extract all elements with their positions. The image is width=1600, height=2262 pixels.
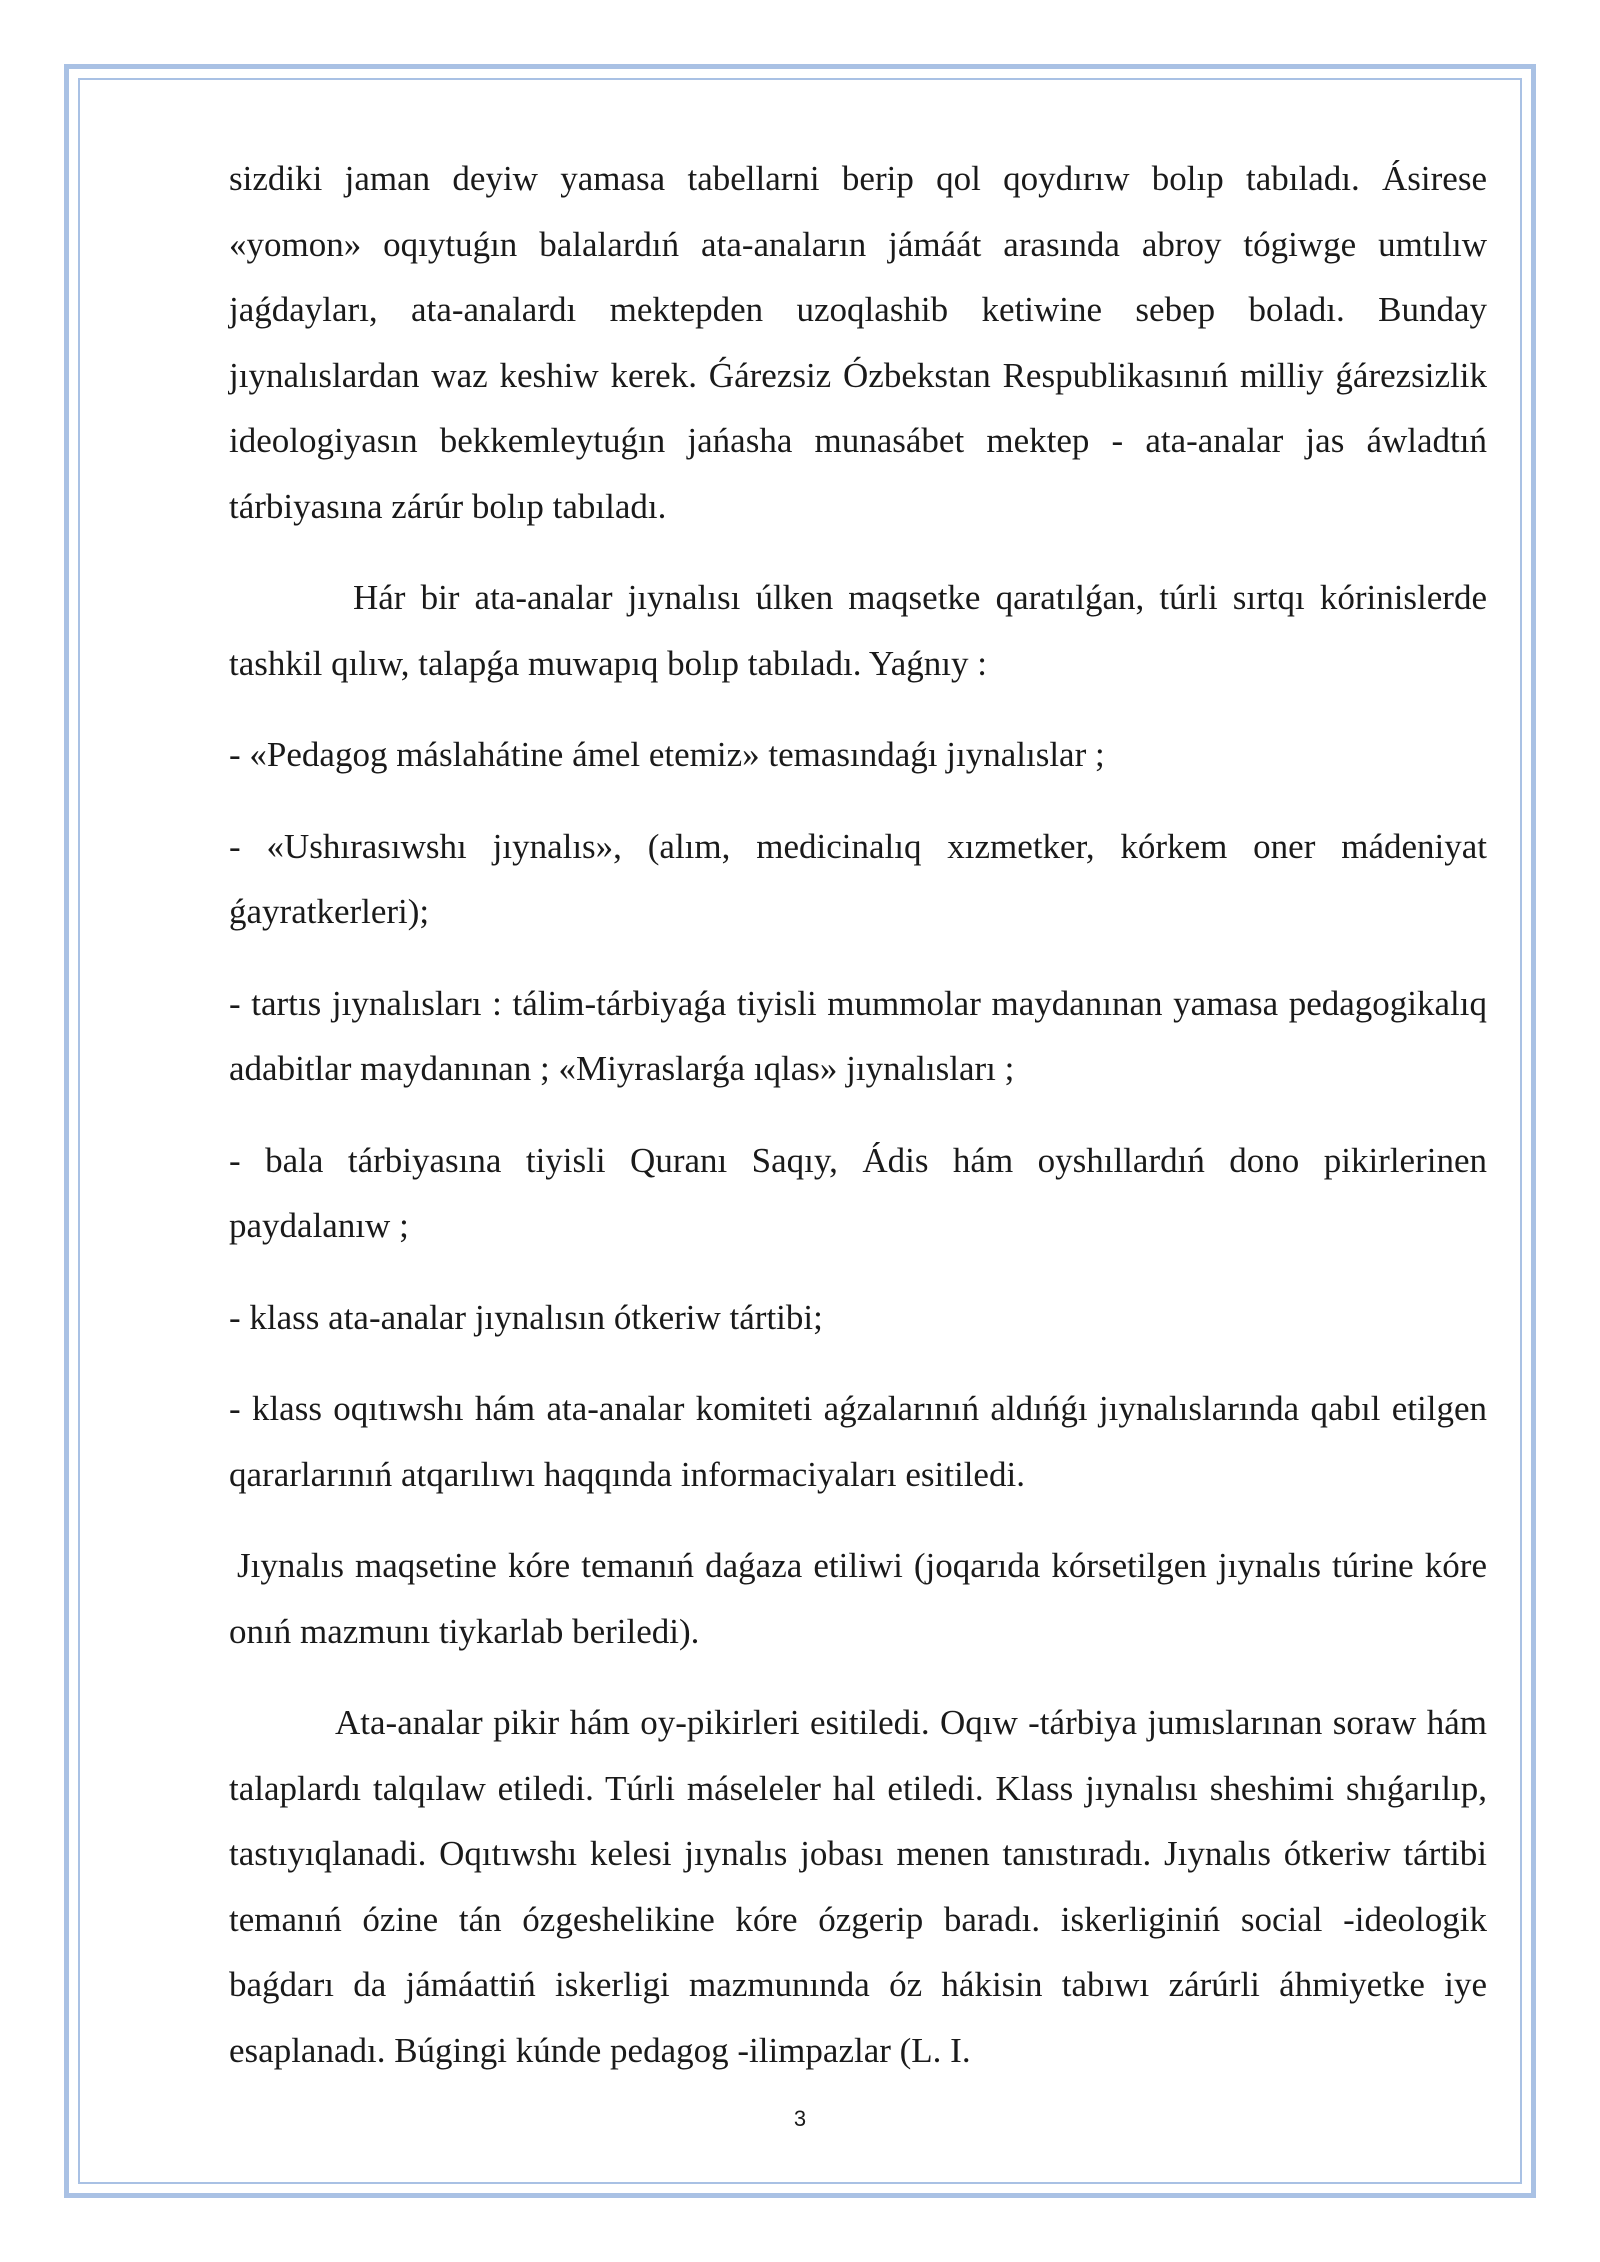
document-body — [229, 146, 1487, 2083]
paragraph-1: sizdiki jaman deyiw yamasa tabellarni berip qol qoydırıw bolıp tabıladı. Ásirese «yomon» oqıytuǵın balalardıń ata-anaların jámáát arasında abroy tógiwge umtılıw jaǵdayları, ata-analardı mektepden uzoqlashib ketiwine sebep boladı. Bunday jıynalıslardan waz keshiw kerek. Ǵárezsiz Ózbekstan Respublikasınıń milliy ǵárezsizlik ideologiyasın bekkemleytuǵın jańasha munasábet mektep - ata-analar jas áwladtıń tárbiyasına zárúr bolıp tabıladı. — [229, 159, 1487, 526]
list-item-tartis: - tartıs jıynalısları : tálim-tárbiyaǵa tiyisli mummolar maydanınan yamasa pedagogikalıq adabitlar maydanınan ; «Miyraslarǵa ıqlas» jıynalısları ; — [229, 983, 1487, 1088]
list-item-ushirasiwshi: - «Ushırasıwshı jıynalıs», (alım, medicinalıq xızmetker, kórkem oner mádeniyat ǵayratkerleri); — [229, 826, 1487, 931]
list-item-bala-tarbiya: - bala tárbiyasına tiyisli Quranı Saqıy, Ádis hám oyshıllardıń dono pikirlerinen paydalanıw ; — [229, 1140, 1487, 1245]
list-item-pedagog: - «Pedagog máslahátine ámel etemiz» temasındaǵı jıynalıslar ; — [229, 735, 1105, 774]
paragraph-ata-analar-pikir: Ata-analar pikir hám oy-pikirleri esitiledi. Oqıw -tárbiya jumıslarınan soraw hám talaplardı talqılaw etiledi. Túrli máseleler hal etiledi. Klass jıynalısı sheshimi shıǵarılıp, tastıyıqlanadi. Oqıtıwshı kelesi jıynalıs jobası menen tanıstıradı. Jıynalıs ótkeriw tártibi temanıń ózine tán ózgeshelikine kóre ózgerip baradı. iskerliginiń social -ideologik baǵdarı da jámáattiń iskerligi mazmunında óz hákisin tabıwı zárúrli áhmiyetke iye esaplanadı. Búgingi kúnde pedagog -ilimpazlar (L. I. — [229, 1703, 1487, 2070]
paragraph-2: Hár bir ata-analar jıynalısı úlken maqsetke qaratılǵan, túrli sırtqı kórinislerde tashkil qılıw, talapǵa muwapıq bolıp tabıladı. Yaǵnıy : — [229, 578, 1487, 683]
page-number: 3 — [793, 2106, 807, 2131]
list-item-klass-tartibi: - klass ata-analar jıynalısın ótkeriw tártibi; — [229, 1297, 823, 1337]
paragraph-jiynalis-maqseti: Jıynalıs maqsetine kóre temanıń daǵaza etiliwi (joqarıda kórsetilgen jıynalıs túrine kóre onıń mazmunı tiykarlab beriledi). — [229, 1546, 1487, 1651]
list-item-klass-oqitiwshi: - klass oqıtıwshı hám ata-analar komiteti aǵzalarınıń aldıńǵı jıynalıslarında qabıl etilgen qararlarınıń atqarılıwı haqqında informaciyaları esitiledi. — [229, 1389, 1487, 1494]
